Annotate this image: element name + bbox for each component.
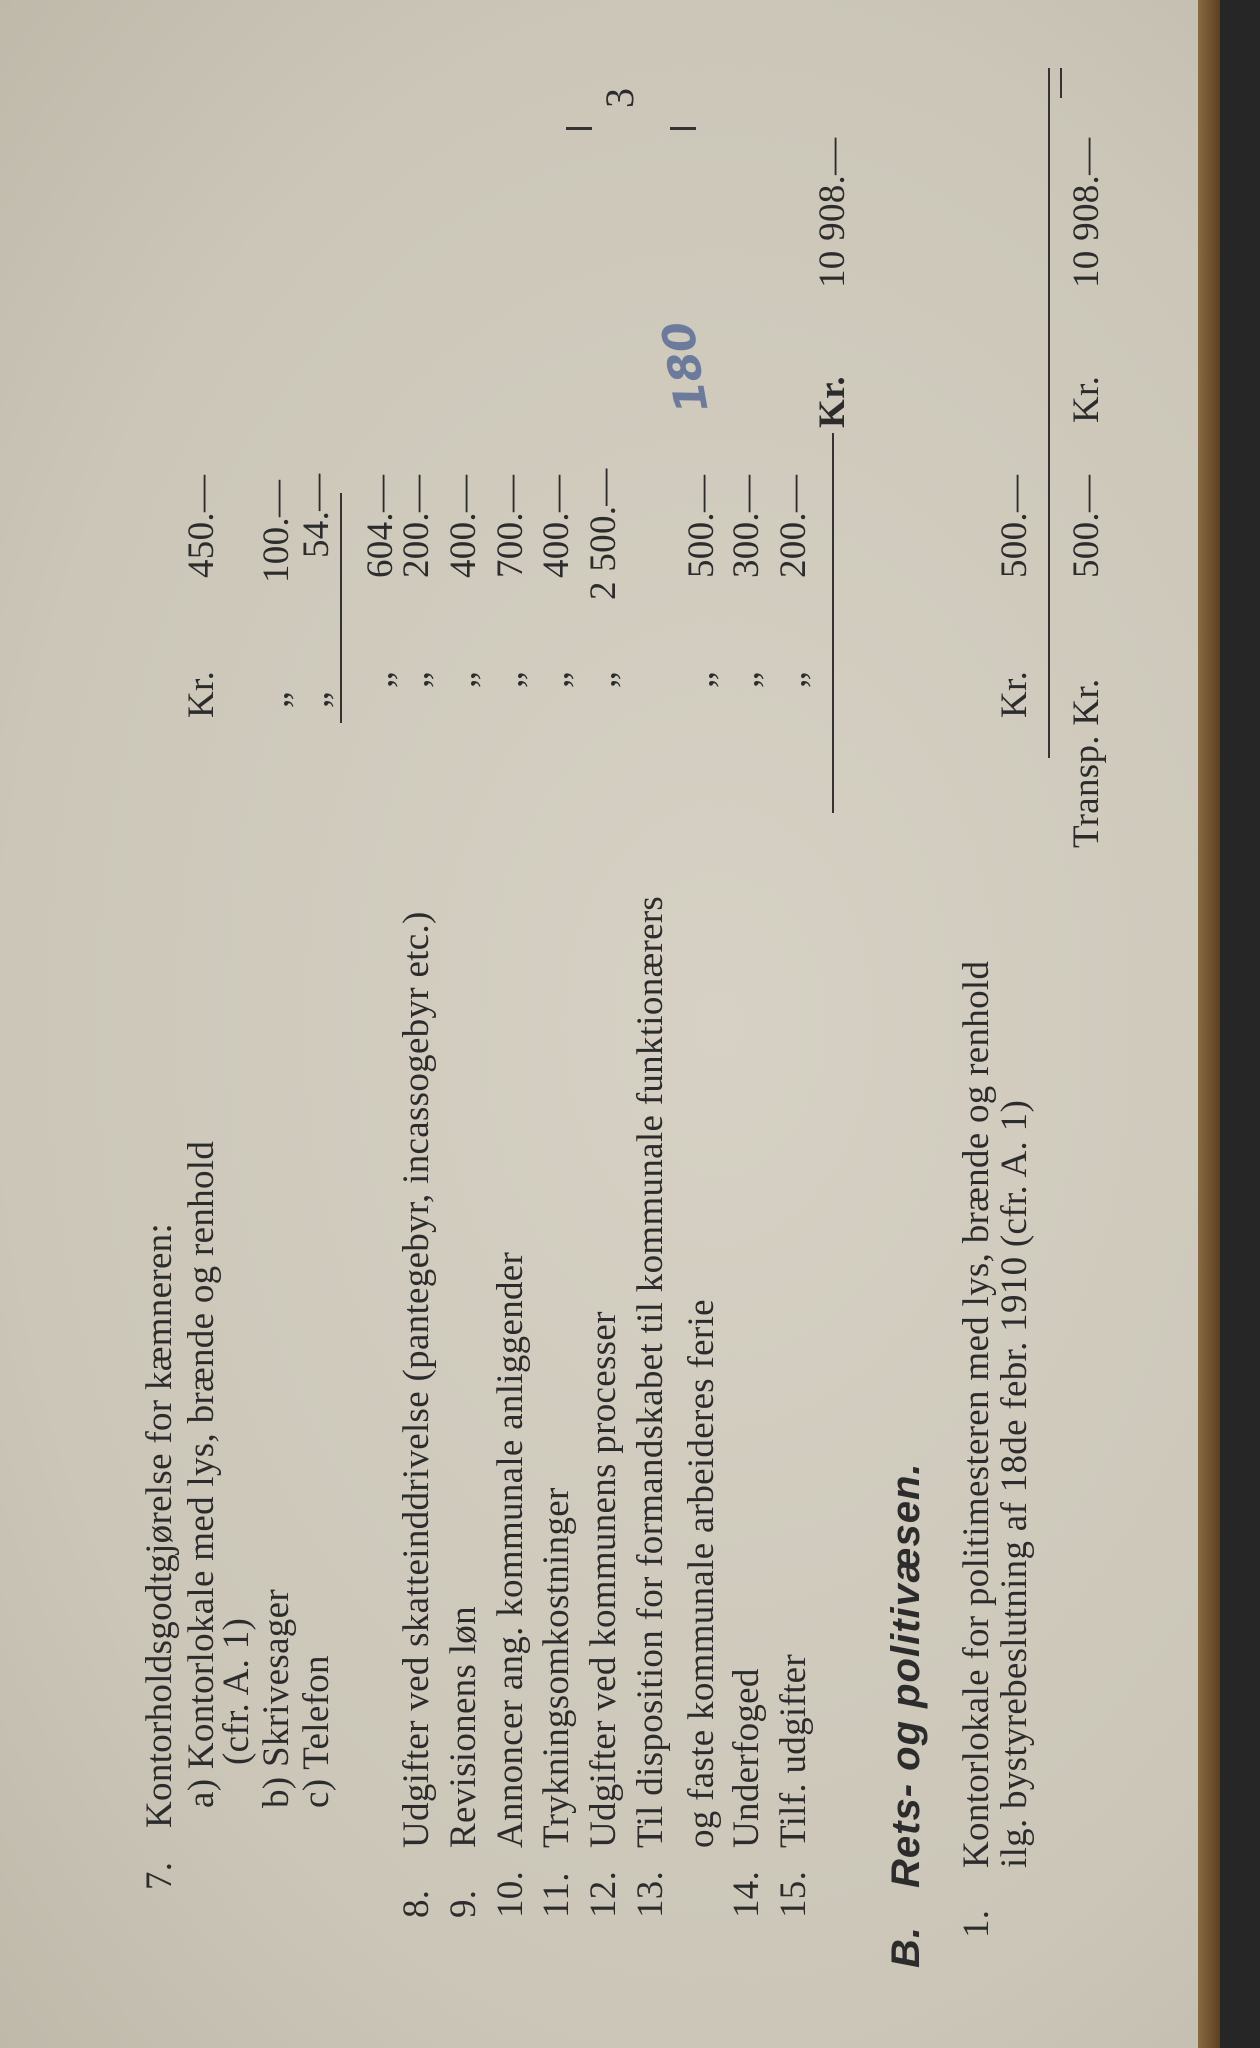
page-number-bar-right xyxy=(670,127,696,130)
item-7-sum-ditto: „ xyxy=(360,671,401,688)
item-7-text: Kontorholdsgodtgjørelse for kæmneren: xyxy=(139,1222,180,1828)
item-12-amount: 2 500.— xyxy=(583,468,624,600)
transport-amount: 10 908.— xyxy=(1066,137,1107,288)
item-7b-text: b) Skrivesager xyxy=(256,1589,297,1808)
item-11-text: Trykningsomkostninger xyxy=(536,1487,577,1848)
item-8-ditto: „ xyxy=(396,671,437,688)
item-8-amount: 200.— xyxy=(396,474,437,578)
item-10-amount: 700.— xyxy=(490,474,531,578)
item-7b-amount: 100.— xyxy=(256,479,297,583)
item-14-text: Underfoged xyxy=(726,1668,767,1848)
item-14-number: 14. xyxy=(726,1870,767,1918)
item-7c-amount: 54.— xyxy=(296,473,337,558)
pencil-annotation: 180 xyxy=(652,317,719,417)
item-8-text: Udgifter ved skatteinddrivelse (pantegebyr, incassogebyr etc.) xyxy=(396,911,437,1848)
total-amount: 10 908.— xyxy=(812,137,853,288)
item-11-number: 11. xyxy=(536,1872,577,1918)
item-12-ditto: „ xyxy=(583,671,624,688)
item-13-number: 13. xyxy=(630,1870,671,1918)
transport-double-rule xyxy=(1060,68,1062,98)
item-10-ditto: „ xyxy=(490,671,531,688)
item-8-number: 8. xyxy=(396,1889,437,1918)
item-13-text-continued: og faste kommunale arbeideres ferie xyxy=(681,1299,722,1848)
item-9-ditto: „ xyxy=(443,671,484,688)
transport-label: Transp. Kr. xyxy=(1066,678,1107,848)
item-7-sum-amount: 604.— xyxy=(360,474,401,578)
item-10-number: 10. xyxy=(490,1870,531,1918)
item-15-amount: 200.— xyxy=(773,474,814,578)
transport-unit: Kr. xyxy=(1066,375,1107,423)
item-13-amount: 500.— xyxy=(681,474,722,578)
item-14-amount: 300.— xyxy=(726,474,767,578)
section-b-item-1-unit: Kr. xyxy=(994,670,1035,718)
page-number: 3 xyxy=(597,87,642,108)
item-15-number: 15. xyxy=(773,1870,814,1918)
item-9-amount: 400.— xyxy=(443,474,484,578)
item-9-number: 9. xyxy=(443,1889,484,1918)
item-7a-reference: (cfr. A. 1) xyxy=(216,1617,257,1765)
item-14-ditto: „ xyxy=(726,671,767,688)
item-12-number: 12. xyxy=(583,1870,624,1918)
item-11-ditto: „ xyxy=(536,671,577,688)
item-7c-text: c) Telefon xyxy=(296,1655,337,1808)
item-11-amount: 400.— xyxy=(536,474,577,578)
section-b-item-1-text: Kontorlokale for politimesteren med lys, brænde og renhold xyxy=(956,960,997,1868)
item-7b-ditto: „ xyxy=(256,691,297,708)
section-b-item-1-text-continued: ilg. bystyrebeslutning af 18de febr. 1910 (cfr. A. 1) xyxy=(994,1099,1035,1868)
section-b-title: Rets- og politivæsen. xyxy=(884,1462,928,1888)
transport-rule xyxy=(1048,68,1050,758)
item-13-ditto: „ xyxy=(681,671,722,688)
item-7a-amount: 450.— xyxy=(181,474,222,578)
section-b-item-1-number: 1. xyxy=(956,1909,997,1938)
item-7c-ditto: „ xyxy=(296,691,337,708)
item-15-text: Tilf. udgifter xyxy=(773,1653,814,1848)
item-12-text: Udgifter ved kommunens processer xyxy=(583,1311,624,1848)
item-10-text: Annoncer ang. kommunale anliggender xyxy=(490,1251,531,1848)
total-unit: Kr. xyxy=(812,376,853,428)
section-b-item-1-amount: 500.— xyxy=(994,474,1035,578)
subtotal-rule xyxy=(340,493,342,723)
book-spine xyxy=(1220,0,1260,2048)
page-edge xyxy=(1198,0,1220,2048)
item-7a-unit: Kr. xyxy=(181,670,222,718)
transport-section-b-amount: 500.— xyxy=(1066,474,1107,578)
section-b-label: B. xyxy=(884,1926,928,1968)
item-9-text: Revisionens løn xyxy=(443,1606,484,1848)
item-13-text: Til disposition for formandskabet til kommunale funktionærers xyxy=(630,895,671,1848)
page-number-bar-left xyxy=(566,127,592,130)
item-7-number: 7. xyxy=(139,1861,180,1890)
item-7a-text: a) Kontorlokale med lys, brænde og renhold xyxy=(181,1140,222,1808)
total-rule xyxy=(832,433,834,813)
item-15-ditto: „ xyxy=(773,671,814,688)
